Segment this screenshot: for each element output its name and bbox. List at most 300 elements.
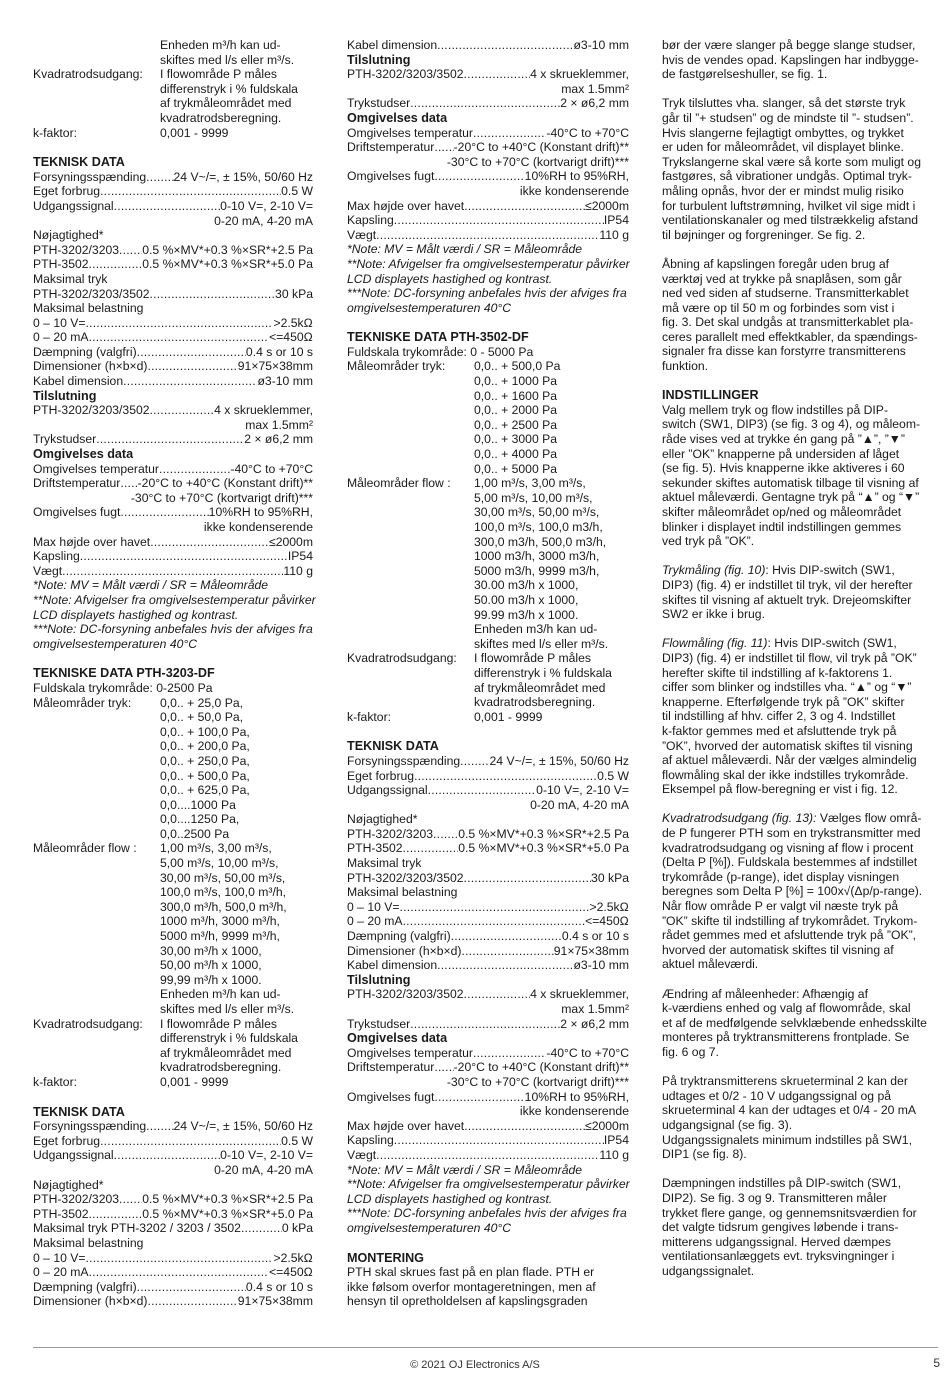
spec-value: ≤2000m [269, 534, 313, 549]
spec-label: Eget forbrug [33, 1133, 101, 1148]
spec-value: ≤2000m [585, 1118, 629, 1133]
spec-label: Forsyningsspænding [347, 753, 461, 768]
text-line: eller ”OK” knapperne på undersiden af låget [662, 446, 900, 461]
text-line: værktøj ved at trykke på snaplåsen, som går [662, 271, 902, 286]
spec-label: k-faktor: [33, 1074, 78, 1089]
spec-row [33, 1119, 313, 1134]
text-run: : Hvis DIP-switch (SW1, [765, 563, 895, 578]
range-item: 0,0.. + 2000 Pa [474, 403, 558, 418]
spec-row [347, 213, 629, 228]
spec-label: Vægt [33, 563, 63, 578]
leader-dots [460, 754, 489, 769]
spec-label: PTH-3202/3203 [33, 242, 120, 257]
range-item: 300,0 m³/h, 500,0 m³/h, [160, 899, 287, 914]
spec-label: PTH-3202/3203/3502 [347, 987, 464, 1002]
spec-value: 24 V~/=, ± 15%, 50/60 Hz [173, 169, 313, 184]
spec-row [347, 1046, 629, 1061]
spec-value: IP54 [287, 549, 313, 564]
spec-row [347, 841, 629, 856]
spec-label: Kapsling [347, 213, 394, 228]
spec-row [33, 1207, 313, 1222]
range-item: skiftes med l/s eller m³/s. [474, 636, 609, 651]
spec-label: Driftstemperatur [347, 1060, 435, 1075]
spec-label: k-faktor: [347, 709, 392, 724]
leader-dots [403, 914, 586, 929]
text-line [662, 811, 944, 826]
spec-row [33, 1280, 313, 1295]
range-item: 0,0.. + 3000 Pa [474, 432, 558, 447]
spec-value: max 1.5mm² [561, 81, 629, 96]
text-line: Valg mellem tryk og flow indstilles på DIP- [662, 402, 888, 417]
footnote: **Note: Afvigelser fra omgivelsestemperatur påvirker [347, 256, 630, 271]
text-line: til indstilling af hhv. ciffer 2, 3 og 4. Indstillet [662, 709, 896, 724]
spec-value: 4 x skrueklemmer, [530, 67, 629, 82]
spec-row [33, 243, 313, 258]
text-line: de P fungerer PTH som en trykstransmitter med [662, 826, 921, 841]
leader-dots [137, 345, 246, 360]
text-line: differenstryk i % fuldskala [160, 1031, 298, 1046]
emphasis: Kvadratrodsudgang (fig. 13): [662, 811, 817, 826]
spec-row [347, 783, 629, 798]
spec-label: Udgangssignal [33, 198, 114, 213]
spec-row [33, 403, 313, 418]
spec-label: Eget forbrug [33, 184, 101, 199]
kvadrat-row [33, 67, 313, 125]
spec-label: Udgangssignal [33, 1148, 114, 1163]
spec-value: 30 kPa [275, 286, 313, 301]
subheading: Omgivelses data [347, 110, 448, 125]
text-line: DIP1 (se fig. 8). [662, 1147, 747, 1162]
paragraph [662, 1074, 944, 1162]
text-line: kvadratrodsudgang og visning af flow i procent [662, 840, 914, 855]
spec-label: Max højde over havet [347, 198, 465, 213]
spec-label: PTH-3202/3203/3502 [347, 870, 464, 885]
paragraph [662, 257, 944, 374]
text-line: for turbulent luftstrømning, hvilket vil sige midt i [662, 198, 916, 213]
spec-label: Kabel dimension [33, 374, 124, 389]
leader-dots [120, 476, 137, 491]
range-item: 0,0.. + 250,0 Pa, [160, 753, 250, 768]
spec-label: 0 – 20 mA [347, 914, 403, 929]
text-line: ciffer som blinker og indstilles vha. “▲” og “▼” [662, 680, 912, 695]
spec-row [33, 462, 313, 477]
text-line: udtages et 0/2 - 10 V udgangssignal og på [662, 1088, 892, 1103]
text-line: ventilationskanaler og med tilstrækkelig afstand [662, 213, 919, 228]
range-item: 0,0.. + 5000 Pa [474, 461, 558, 476]
spec-value: -20°C to +40°C (Konstant drift)** [453, 1060, 629, 1075]
range-item: 0,0.. + 625,0 Pa, [160, 783, 250, 798]
range-item: 0,0.. + 500,0 Pa, [160, 768, 250, 783]
spec-label: 0 – 10 V= [33, 1250, 86, 1265]
leader-dots [461, 944, 553, 959]
spec-label: PTH-3502 [33, 1206, 89, 1221]
leader-dots [434, 169, 524, 184]
spec-label: Maksimal belastning [33, 1235, 144, 1250]
leader-dots [62, 564, 283, 579]
leader-dots [86, 316, 274, 331]
footnote: LCD displayets hastighed og kontrast. [347, 271, 553, 286]
text-line: til bøjninger og forgreninger. Se fig. 2. [662, 227, 866, 242]
spec-row [33, 257, 313, 272]
text-line: flowmåling skal der ikke indstilles trykområde. [662, 767, 909, 782]
footnote: LCD displayets hastighed og kontrast. [347, 1191, 553, 1206]
spec-row [33, 476, 313, 491]
spec-label: Udgangssignal [347, 783, 428, 798]
text-line: af trykmåleområdet med [160, 1045, 292, 1060]
spec-value: max 1.5mm² [245, 417, 313, 432]
text-line: rådet gemmes med et afsluttende tryk på ”OK”, [662, 928, 917, 943]
spec-row [347, 1090, 629, 1105]
spec-row [33, 1192, 313, 1207]
range-item: 0,0.. + 100,0 Pa, [160, 724, 250, 739]
footnote: ***Note: DC-forsyning anbefales hvis der afviges fra [33, 622, 313, 637]
column-2 [347, 38, 629, 1309]
spec-value: 0,001 - 9999 [160, 1074, 229, 1089]
spec-label: PTH-3202/3203/3502 [347, 67, 464, 82]
spec-label: Kvadratrodsudgang: [33, 67, 143, 82]
text-line: kvadratrodsberegning. [474, 695, 596, 710]
leader-dots [434, 1060, 453, 1075]
spec-label: Max højde over havet [347, 1118, 465, 1133]
spec-value: 0.5 %×MV*+0.3 %×SR*+5.0 Pa [142, 257, 313, 272]
spec-label: Kabel dimension [347, 958, 438, 973]
spec-value: 0.5 %×MV*+0.3 %×SR*+2.5 Pa [142, 242, 313, 257]
text-line: aktuel måleværdi. Gentagne tryk på “▲” og “▼” [662, 490, 920, 505]
spec-label: Kapsling [33, 549, 80, 564]
spec-row [347, 140, 629, 155]
spec-label: Dæmpning (valgfri) [347, 929, 451, 944]
spec-row [347, 1133, 629, 1148]
leader-dots [464, 987, 531, 1002]
leader-dots [146, 1119, 173, 1134]
spec-row [347, 1017, 629, 1032]
spec-value: 0-10 V=, 2-10 V= [536, 783, 629, 798]
spec-value: 2 × ø6,2 mm [244, 432, 313, 447]
leader-dots [394, 1133, 604, 1148]
text-line [662, 563, 944, 578]
spec-row [347, 67, 629, 82]
spec-label: Omgivelses fugt [347, 169, 435, 184]
spec-value: 91×75×38mm [237, 1294, 313, 1309]
spec-value: -30°C to +70°C (kortvarigt drift)*** [446, 1074, 629, 1089]
leader-dots [464, 871, 592, 886]
text-line: mitterens udgangssignal. Herved dæmpes [662, 1234, 891, 1249]
range-item: skiftes med l/s eller m³/s. [160, 1002, 295, 1016]
leader-dots [86, 1251, 274, 1266]
range-item: 50.00 m3/h x 1000, [474, 592, 579, 607]
text-line: aktuel måleværdi. [662, 957, 759, 972]
text-line: beregnes som Delta P [%] = 100x√(Δp/p-range). [662, 884, 923, 899]
spec-label: Trykstudser [33, 432, 97, 447]
spec-row [33, 170, 313, 185]
spec-value: 0,001 - 9999 [160, 125, 229, 140]
spec-label: 0 – 10 V= [33, 315, 86, 330]
spec-value: 0.4 s or 10 s [561, 929, 629, 944]
spec-label: 0 – 20 mA [33, 1265, 89, 1280]
text-line: kvadratrodsberegning. [160, 110, 282, 125]
spec-row [347, 944, 629, 959]
spec-value: ≤2000m [585, 198, 629, 213]
text-line: differenstryk i % fuldskala [160, 81, 298, 96]
range-item: 300,0 m3/h, 500,0 m3/h, [474, 534, 607, 549]
spec-value: <=450Ω [269, 330, 313, 345]
leader-dots [159, 462, 230, 477]
leader-dots [89, 1207, 143, 1222]
subheading: Tilslutning [347, 52, 411, 67]
text-line: I flowområde P måles [474, 651, 591, 666]
range-item: 5,00 m³/s, 10,00 m³/s, [160, 856, 279, 871]
range-item: 30.00 m3/h x 1000, [474, 578, 579, 593]
leader-dots [89, 330, 270, 345]
spec-label: PTH-3202/3203 [33, 1192, 120, 1207]
leader-dots [89, 1265, 270, 1280]
spec-value: 0.5 %×MV*+0.3 %×SR*+5.0 Pa [458, 841, 629, 856]
spec-row [347, 228, 629, 243]
footer-copyright: © 2021 OJ Electronics A/S [410, 1359, 540, 1371]
text-line: Eksempel på flow-beregning er vist i fig. 12. [662, 782, 898, 797]
spec-value: 0.4 s or 10 s [245, 344, 313, 359]
range-item: 1000 m3/h, 3000 m3/h, [474, 549, 600, 564]
spec-label: PTH-3202/3203/3502 [33, 403, 150, 418]
range-item: 50,00 m³/h x 1000, [160, 958, 262, 973]
spec-row [33, 199, 313, 214]
paragraph [662, 1176, 944, 1278]
spec-value: 30 kPa [591, 870, 629, 885]
paragraph [662, 403, 944, 549]
text-line: ”OK”, hvorved der automatisk skiftes til visning [662, 738, 913, 753]
leader-dots [89, 257, 143, 272]
text-line: de fastgørelseshuller, se fig. 1. [662, 67, 828, 82]
spec-value: 91×75×38mm [553, 943, 629, 958]
range-item: 1,00 m³/s, 3,00 m³/s, [474, 476, 586, 491]
text-line: SW2 er ikke i brug. [662, 607, 765, 622]
spec-value: 4 x skrueklemmer, [214, 403, 313, 418]
footnote: omgivelsestemperaturen 40°C [347, 1220, 512, 1235]
text-line: måling opnås, hvor der er mindst mulig risiko [662, 183, 904, 198]
text-line: hensyn til opretholdelsen af kapslingsgraden [347, 1294, 588, 1309]
spec-row [347, 169, 629, 184]
text-line: sekunder skiftes automatisk tilbage til visning af [662, 475, 919, 490]
range-item: 0,0.. + 1600 Pa [474, 388, 558, 403]
spec-label: Trykstudser [347, 96, 411, 111]
range-item: 0,0.. + 500,0 Pa [474, 359, 561, 374]
paragraph [662, 987, 944, 1060]
range-item: 0,0....1250 Pa, [160, 812, 240, 827]
range-item: 5000 m3/h, 9999 m3/h, [474, 563, 600, 578]
section-heading: TEKNISK DATA [33, 1104, 125, 1119]
kfaktor-row [33, 126, 313, 141]
emphasis: Flowmåling (fig. 11) [662, 636, 768, 651]
spec-value: 110 g [283, 563, 313, 578]
spec-label: PTH-3502 [33, 257, 89, 272]
spec-label: Trykstudser [347, 1016, 411, 1031]
spec-row [347, 769, 629, 784]
spec-value: -30°C to +70°C (kortvarigt drift)*** [130, 490, 313, 505]
spec-value: 110 g [599, 1147, 629, 1162]
spec-row [33, 330, 313, 345]
leader-dots [473, 1046, 546, 1061]
kvadrat-row [33, 1017, 313, 1075]
spec-row [33, 1221, 313, 1236]
leader-dots [464, 199, 585, 214]
text-line: DIP3) (fig. 4) er indstillet til flow, vil tryk på ”OK” [662, 650, 917, 665]
text-line: k-værdiens enhed og valg af flowområde, skal [662, 1001, 911, 1016]
leader-dots [119, 1192, 142, 1207]
spec-row [347, 199, 629, 214]
spec-row: Fuldskala trykområde: 0-2500 Pa [33, 680, 213, 695]
spec-label: Forsyningsspænding [33, 1119, 147, 1134]
section-heading: TEKNISKE DATA PTH-3502-DF [347, 330, 529, 345]
paragraph [662, 811, 944, 972]
spec-value: max 1.5mm² [561, 1002, 629, 1016]
spec-label: Måleområder flow : [347, 476, 451, 491]
leader-dots [150, 403, 215, 418]
spec-row [33, 374, 313, 389]
leader-dots [434, 1090, 524, 1105]
leader-dots [123, 374, 257, 389]
subheading: Tilslutning [347, 972, 411, 987]
leader-dots [410, 1017, 560, 1032]
range-item: 1,00 m³/s, 3,00 m³/s, [160, 841, 272, 856]
leader-dots [147, 1294, 237, 1309]
flow-unit-note [33, 38, 313, 67]
spec-value: ikke kondenserende [519, 183, 629, 198]
spec-value: 0-20 mA, 4-20 mA [530, 797, 629, 812]
text-line: Trykslangerne skal være så korte som muligt og [662, 154, 921, 169]
flow-ranges [33, 841, 313, 1016]
spec-label: Maksimal belastning [347, 885, 458, 900]
spec-label: Maksimal tryk PTH-3202 / 3203 / 3502 [33, 1221, 241, 1236]
spec-value: <=450Ω [585, 914, 629, 929]
footnote: *Note: MV = Målt værdi / SR = Måleområde [347, 1162, 583, 1177]
spec-label: Måleområder flow : [33, 841, 137, 856]
spec-value: 0 kPa [281, 1221, 313, 1236]
text-line: er uden for måleområdet, vil displayet blinke. [662, 140, 904, 155]
spec-label: Kvadratrodsudgang: [33, 1016, 143, 1031]
spec-value: 24 V~/=, ± 15%, 50/60 Hz [489, 753, 629, 768]
text-line: Åbning af kapslingen foregår uden brug af [662, 256, 889, 271]
paragraph [662, 38, 944, 82]
spec-label: Nøjagtighed* [33, 228, 104, 243]
text-line: fastgøres, så vibrationer undgås. Optimal tryk- [662, 169, 912, 184]
text-line: hvorved der automatisk skiftes til visning af [662, 942, 894, 957]
footnote: **Note: Afvigelser fra omgivelsestemperatur påvirker [33, 592, 316, 607]
leader-dots [403, 841, 459, 856]
text-line: ved tryk på ”OK”. [662, 534, 755, 549]
spec-value: >2.5kΩ [273, 1250, 313, 1265]
range-item: 99.99 m3/h x 1000. [474, 607, 579, 622]
spec-value: ø3-10 mm [573, 38, 629, 52]
leader-dots [137, 1280, 246, 1295]
text-line: hvis de vendes opad. Kapslingen har indbygge- [662, 52, 919, 67]
spec-row [33, 535, 313, 550]
text-line: Udgangssignalets minimum indstilles på SW1, [662, 1132, 912, 1147]
spec-row [33, 345, 313, 360]
spec-label: Omgivelses temperatur [33, 461, 159, 476]
range-item: 30,00 m³/h x 1000, [160, 943, 262, 958]
range-item: Enheden m3/h kan ud- [474, 622, 598, 637]
text-line: I flowområde P måles [160, 67, 277, 82]
spec-row [347, 126, 629, 141]
spec-value: 0.5 W [281, 1133, 313, 1148]
text-line: fig. 6 og 7. [662, 1044, 719, 1059]
spec-label: Omgivelses fugt [33, 505, 121, 520]
spec-label: Omgivelses temperatur [347, 125, 473, 140]
subheading: Tilslutning [33, 388, 97, 403]
spec-value: ø3-10 mm [573, 958, 629, 973]
emphasis: Trykmåling (fig. 10) [662, 563, 766, 578]
spec-value: 0.5 %×MV*+0.3 %×SR*+5.0 Pa [142, 1206, 313, 1221]
spec-label: Driftstemperatur [33, 476, 121, 491]
spec-row [347, 754, 629, 769]
text-line: blinker i displayet indtil indstillingen gemmes [662, 519, 902, 534]
range-item: 100,0 m³/s, 100,0 m3/h, [474, 520, 603, 534]
spec-row [347, 958, 629, 973]
spec-label: Dimensioner (h×b×d) [33, 359, 148, 374]
section-heading: MONTERING [347, 1250, 424, 1265]
spec-row [33, 1294, 313, 1309]
spec-value: ø3-10 mm [257, 374, 313, 389]
spec-row [347, 900, 629, 915]
leader-dots [451, 929, 562, 944]
text-line: skiftes med l/s eller m³/s. [160, 52, 295, 67]
spec-row [33, 549, 313, 564]
spec-value: -20°C to +40°C (Konstant drift)** [453, 140, 629, 155]
column-3 [662, 38, 944, 1293]
leader-dots [464, 1119, 585, 1134]
range-item: 99,99 m³/h x 1000. [160, 972, 262, 987]
spec-row: Fuldskala trykområde: 0 - 5000 Pa [347, 344, 534, 359]
spec-value: 0-10 V=, 2-10 V= [220, 1148, 313, 1163]
subheading: Omgivelses data [347, 1031, 448, 1046]
leader-dots [394, 213, 604, 228]
spec-label: Dæmpning (valgfri) [33, 1279, 137, 1294]
section-heading: TEKNISK DATA [347, 739, 439, 754]
spec-label: Kapsling [347, 1133, 394, 1148]
text-line: funktion. [662, 359, 709, 374]
spec-label: Omgivelses temperatur [347, 1045, 473, 1060]
text-line: Enheden m³/h kan ud- [160, 38, 281, 52]
text-line: ”OK” skifte til indstilling af trykområdet. Trykom- [662, 913, 918, 928]
range-item: 1000 m³/h, 3000 m³/h, [160, 914, 280, 929]
text-line: et af de medfølgende selvklæbende enhedsskilte [662, 1015, 927, 1030]
spec-value: 24 V~/=, ± 15%, 50/60 Hz [173, 1119, 313, 1134]
spec-label: k-faktor: [33, 125, 78, 140]
flow-ranges [347, 476, 629, 651]
spec-label: Dimensioner (h×b×d) [347, 943, 462, 958]
spec-value: -20°C to +40°C (Konstant drift)** [137, 476, 313, 491]
text-line: Tryk tilsluttes vha. slanger, så det største tryk [662, 96, 906, 111]
leader-dots [241, 1221, 282, 1236]
spec-label: Måleområder tryk: [347, 359, 446, 374]
paragraph [662, 563, 944, 621]
text-line: udgangsignal (se fig. 3). [662, 1117, 793, 1132]
kfaktor-row [347, 710, 629, 725]
spec-value: 0.5 W [281, 184, 313, 199]
text-line: det valgte tidsrum gengives løbende i trans- [662, 1220, 899, 1235]
text-line: (Delta P [%]). Fuldskala bestemmes af indstillet [662, 855, 918, 870]
spec-row [33, 184, 313, 199]
spec-row [33, 1134, 313, 1149]
spec-label: 0 – 10 V= [347, 899, 400, 914]
text-line: Når flow område P er valgt vil næste tryk på [662, 899, 899, 914]
range-item: 5,00 m³/s, 10,00 m³/s, [474, 490, 593, 505]
leader-dots [428, 783, 537, 798]
spec-label: Maksimal tryk [33, 271, 108, 286]
leader-dots [150, 535, 269, 550]
spec-value: 10%RH to 95%RH, [524, 1089, 629, 1104]
paragraph [662, 636, 944, 797]
